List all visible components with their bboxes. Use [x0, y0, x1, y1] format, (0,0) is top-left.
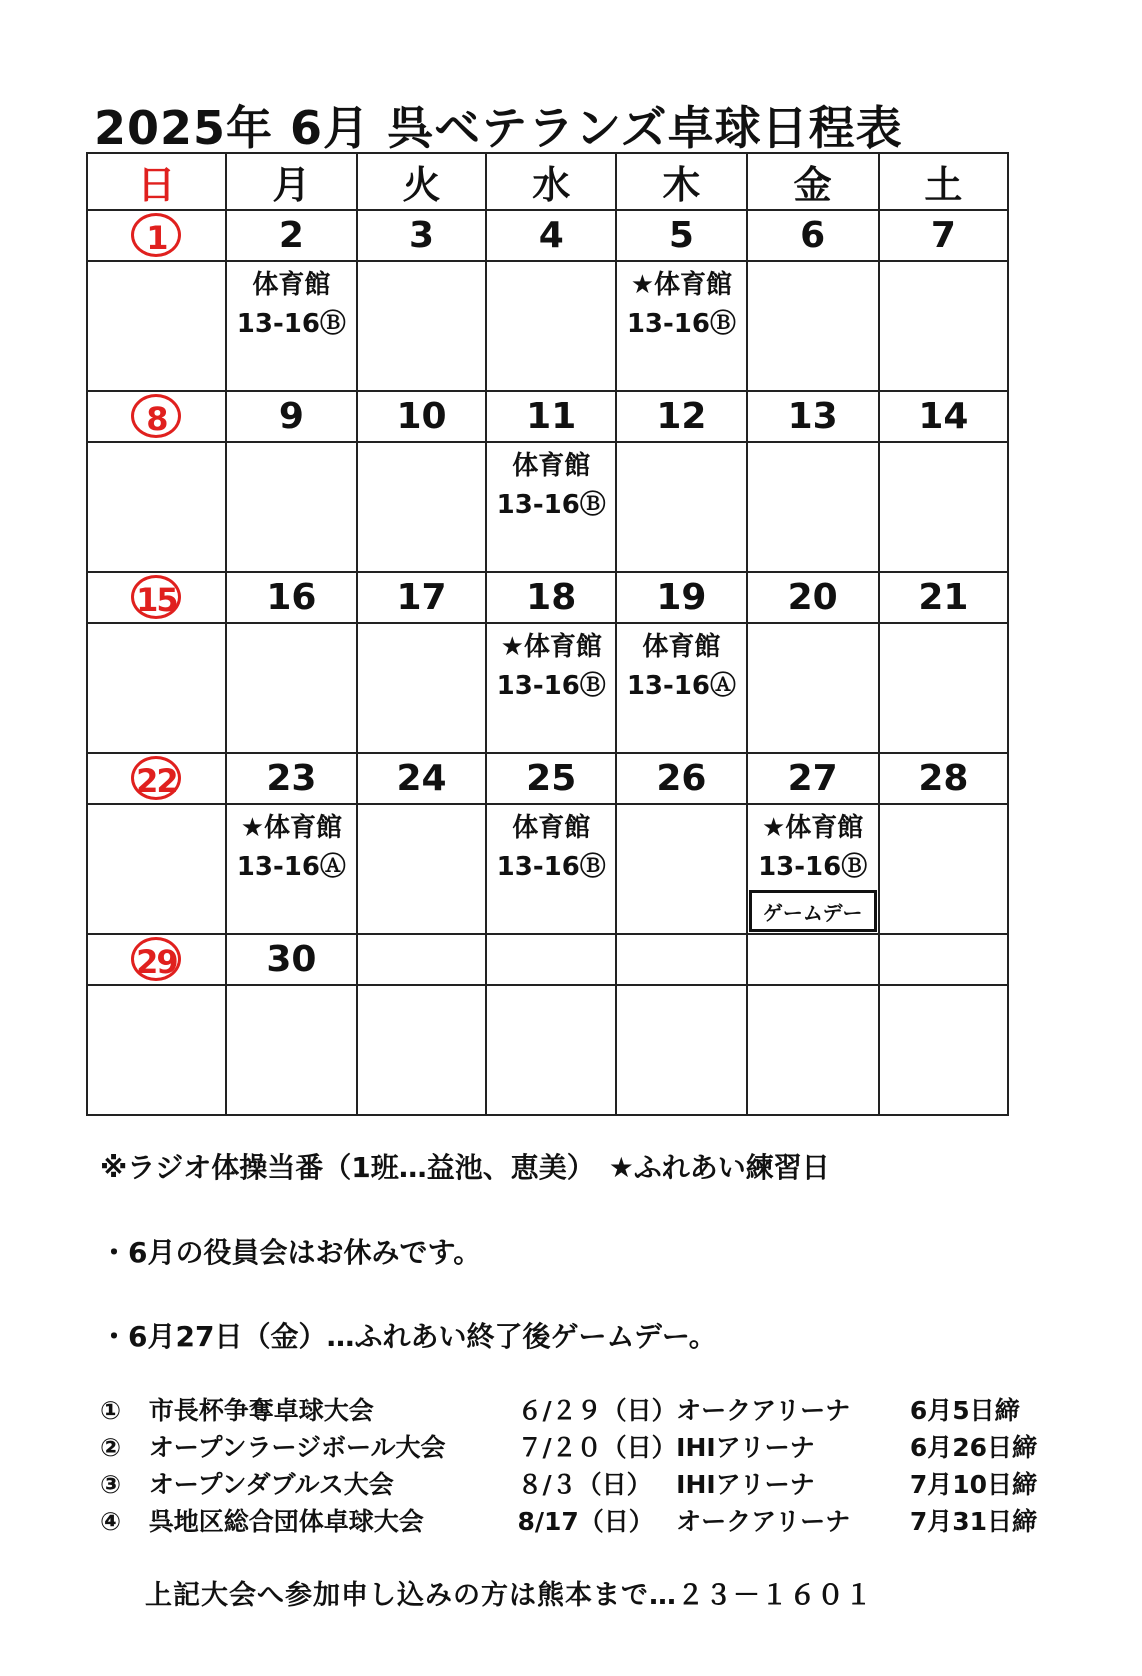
date-cell	[879, 934, 1008, 985]
event-cell	[226, 804, 357, 934]
competition-name: 呉地区総合団体卓球大会	[148, 1507, 424, 1536]
date-cell-sunday	[87, 391, 226, 442]
event-time: 13-16Ⓐ	[626, 671, 736, 701]
gameday-note: ・6月27日（金）…ふれあい終了後ゲームデー。	[100, 1320, 717, 1353]
date-cell: 24	[357, 753, 486, 804]
event-cell	[357, 804, 486, 934]
competition-item	[100, 1502, 1037, 1538]
competition-number: ③	[100, 1470, 122, 1499]
event-cell	[616, 985, 746, 1115]
competition-date: ８/３（日）	[517, 1470, 652, 1499]
sunday-date-circle: 15	[131, 575, 181, 619]
event-cell	[87, 442, 226, 572]
event-cell	[87, 985, 226, 1115]
weekday-wed: 水	[486, 153, 616, 210]
event-cell	[747, 804, 879, 934]
gameday-box: ゲームデー	[749, 890, 877, 932]
date-cell: 19	[616, 572, 746, 623]
week-3-dates	[87, 572, 1008, 623]
event-cell	[357, 985, 486, 1115]
competition-name: 市長杯争奪卓球大会	[148, 1396, 374, 1425]
sunday-date-circle: 8	[131, 394, 181, 438]
event-time: 13-16Ⓑ	[758, 852, 868, 882]
competition-name: オープンラージボール大会	[148, 1433, 446, 1462]
date-cell: 10	[357, 391, 486, 442]
competition-venue: オークアリーナ	[676, 1396, 851, 1425]
date-cell: 20	[747, 572, 879, 623]
event-name: 体育館	[252, 270, 331, 300]
event-cell	[226, 261, 357, 391]
date-cell: 25	[486, 753, 616, 804]
event-cell	[486, 804, 616, 934]
date-cell: 6	[747, 210, 879, 261]
date-cell	[616, 934, 746, 985]
event-cell	[747, 261, 879, 391]
competition-item	[100, 1428, 1037, 1464]
event-time: 13-16Ⓑ	[496, 671, 606, 701]
weekday-thu: 木	[616, 153, 746, 210]
competition-number: ④	[100, 1507, 122, 1536]
competition-item	[100, 1465, 1037, 1501]
competition-deadline: 7月10日締	[909, 1470, 1038, 1499]
event-cell	[879, 804, 1008, 934]
event-cell	[87, 804, 226, 934]
week-4-dates	[87, 753, 1008, 804]
weekday-mon: 月	[226, 153, 357, 210]
competition-venue: IHIアリーナ	[676, 1433, 815, 1462]
competition-number: ①	[100, 1396, 122, 1425]
competition-deadline: 6月5日締	[909, 1396, 1020, 1425]
contact-note: 上記大会へ参加申し込みの方は熊本まで…２３－１６０１	[145, 1580, 873, 1611]
competition-date: ７/２０（日）	[517, 1433, 677, 1462]
date-cell: 28	[879, 753, 1008, 804]
competition-deadline: 7月31日締	[909, 1507, 1038, 1536]
sunday-date-circle: 1	[131, 213, 181, 257]
event-cell	[226, 985, 357, 1115]
date-cell	[357, 934, 486, 985]
radio-duty-note: ※ラジオ体操当番（1班…益池、恵美） ★ふれあい練習日	[100, 1151, 830, 1184]
event-cell	[357, 261, 486, 391]
weekday-tue: 火	[357, 153, 486, 210]
event-cell	[486, 623, 616, 753]
competition-item	[100, 1391, 1020, 1427]
date-cell: 23	[226, 753, 357, 804]
date-cell: 3	[357, 210, 486, 261]
date-cell-sunday	[87, 572, 226, 623]
event-cell	[616, 261, 746, 391]
event-cell	[616, 623, 746, 753]
week-1-dates	[87, 210, 1008, 261]
event-cell	[879, 442, 1008, 572]
competition-venue: IHIアリーナ	[676, 1470, 815, 1499]
event-time: 13-16Ⓑ	[496, 490, 606, 520]
event-name: 体育館	[512, 813, 591, 843]
event-name: ★体育館	[630, 270, 733, 300]
sunday-date-circle: 29	[131, 937, 181, 981]
date-cell: 13	[747, 391, 879, 442]
event-cell	[879, 623, 1008, 753]
week-1-events	[87, 261, 1008, 391]
weekday-sat: 土	[879, 153, 1008, 210]
date-cell	[747, 934, 879, 985]
event-time: 13-16Ⓑ	[626, 309, 736, 339]
weekday-fri: 金	[747, 153, 879, 210]
date-cell: 11	[486, 391, 616, 442]
event-cell	[616, 442, 746, 572]
week-2-events	[87, 442, 1008, 572]
week-5-dates	[87, 934, 1008, 985]
page-title: 2025年 6月 呉ベテランズ卓球日程表	[94, 101, 903, 155]
date-cell: 16	[226, 572, 357, 623]
date-cell-sunday	[87, 934, 226, 985]
event-cell	[747, 442, 879, 572]
weekday-header-row	[87, 153, 1008, 210]
event-cell	[616, 804, 746, 934]
event-cell	[226, 442, 357, 572]
date-cell: 9	[226, 391, 357, 442]
event-cell	[357, 442, 486, 572]
event-name: 体育館	[642, 632, 721, 662]
date-cell	[486, 934, 616, 985]
meeting-note: ・6月の役員会はお休みです。	[100, 1236, 482, 1269]
date-cell: 7	[879, 210, 1008, 261]
event-name: ★体育館	[500, 632, 602, 662]
date-cell-sunday	[87, 753, 226, 804]
event-cell	[747, 623, 879, 753]
event-time: 13-16Ⓐ	[236, 852, 346, 882]
calendar-table	[86, 152, 1009, 1116]
date-cell: 4	[486, 210, 616, 261]
event-cell	[747, 985, 879, 1115]
event-cell	[486, 442, 616, 572]
event-time: 13-16Ⓑ	[236, 309, 346, 339]
week-5-events	[87, 985, 1008, 1115]
date-cell: 12	[616, 391, 746, 442]
competition-deadline: 6月26日締	[909, 1433, 1038, 1462]
sunday-date-circle: 22	[131, 756, 181, 800]
competition-date: 8/17（日）	[517, 1507, 654, 1536]
week-3-events	[87, 623, 1008, 753]
week-2-dates	[87, 391, 1008, 442]
competition-venue: オークアリーナ	[676, 1507, 851, 1536]
date-cell: 27	[747, 753, 879, 804]
event-cell	[486, 985, 616, 1115]
event-cell	[357, 623, 486, 753]
date-cell-sunday	[87, 210, 226, 261]
date-cell: 5	[616, 210, 746, 261]
event-time: 13-16Ⓑ	[496, 852, 606, 882]
week-4-events	[87, 804, 1008, 934]
event-cell	[87, 623, 226, 753]
competition-name: オープンダブルス大会	[148, 1470, 394, 1499]
date-cell: 17	[357, 572, 486, 623]
event-cell	[87, 261, 226, 391]
date-cell: 26	[616, 753, 746, 804]
event-name: 体育館	[512, 451, 591, 481]
date-cell: 18	[486, 572, 616, 623]
event-cell	[879, 261, 1008, 391]
weekday-sun: 日	[87, 153, 226, 210]
event-cell	[226, 623, 357, 753]
event-name: ★体育館	[762, 813, 864, 843]
date-cell: 21	[879, 572, 1008, 623]
date-cell: 14	[879, 391, 1008, 442]
event-name: ★体育館	[240, 813, 343, 843]
date-cell: 30	[226, 934, 357, 985]
date-cell: 2	[226, 210, 357, 261]
event-cell	[879, 985, 1008, 1115]
competition-date: ６/２９（日）	[517, 1396, 677, 1425]
event-cell	[486, 261, 616, 391]
competition-number: ②	[100, 1433, 122, 1462]
